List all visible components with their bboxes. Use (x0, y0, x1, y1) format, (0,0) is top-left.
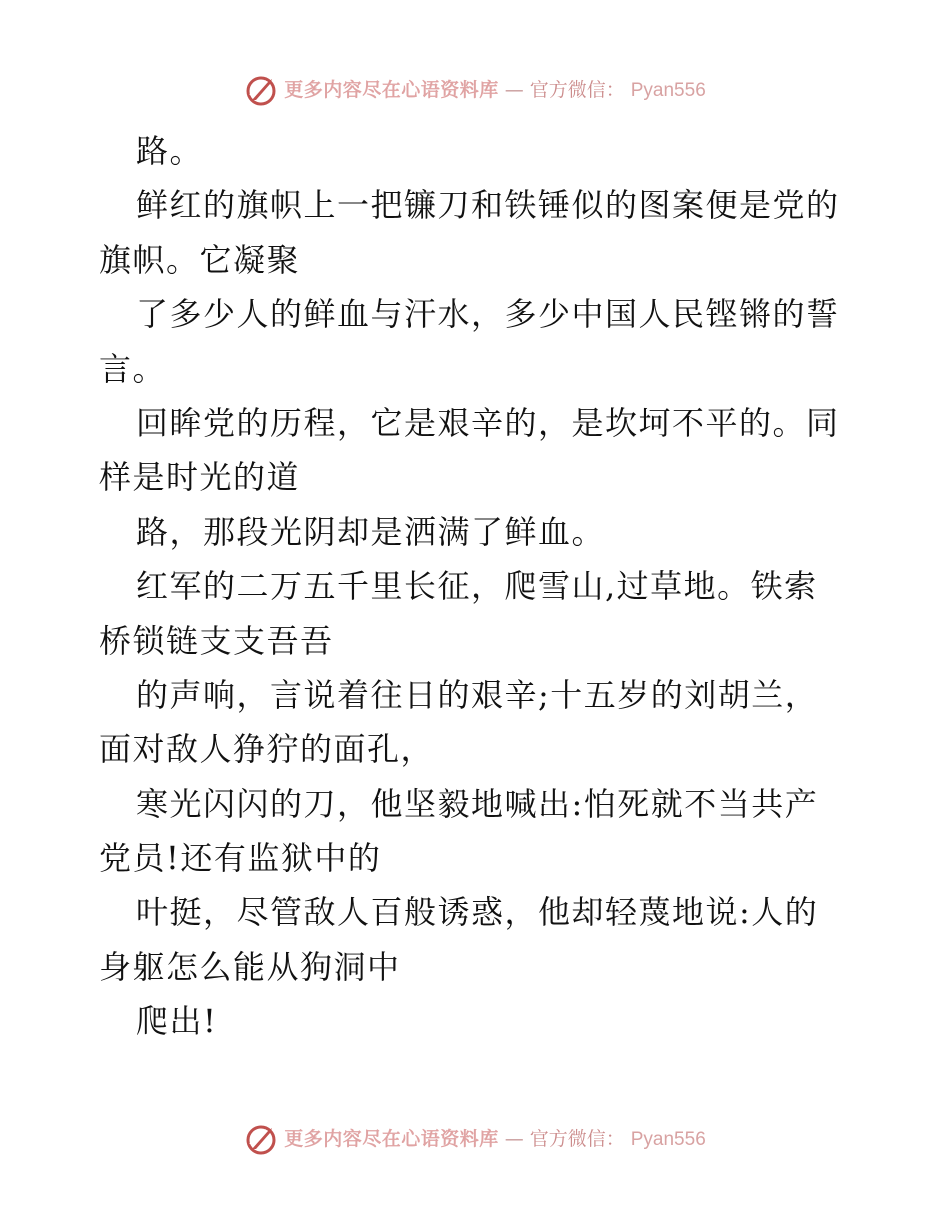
text-line: 路，那段光阴却是洒满了鲜血。 (136, 512, 606, 551)
text-line: 鲜红的旗帜上一把镰刀和铁锤似的图案便是党的 (136, 186, 840, 225)
text-line: 了多少人的鲜血与汗水，多少中国人民铿锵的誓 (136, 295, 840, 334)
text-line: 路。 (136, 132, 204, 170)
watermark-label: 官方微信： (529, 1127, 625, 1150)
header-watermark (0, 70, 950, 110)
text-line: 言。 (99, 349, 167, 388)
footer-watermark (0, 1119, 950, 1159)
text-line: 叶挺，尽管敌人百般诱惑，他却轻蔑地说:人的 (136, 893, 819, 932)
text-line: 党员!还有监狱中的 (99, 839, 382, 878)
watermark-main-text: 更多内容尽在心语资料库 (284, 1127, 499, 1150)
text-line: 身躯怎么能从狗洞中 (99, 947, 401, 986)
text-line: 样是时光的道 (99, 458, 301, 497)
quill-logo-icon (244, 73, 278, 107)
text-line: 的声响，言说着往日的艰辛;十五岁的刘胡兰， (136, 675, 819, 714)
text-line: 桥锁链支支吾吾 (99, 621, 334, 660)
text-line: 寒光闪闪的刀，他坚毅地喊出:怕死就不当共产 (136, 784, 819, 823)
watermark-dash: — (504, 1127, 524, 1150)
watermark-main-text: 更多内容尽在心语资料库 (284, 78, 499, 101)
document-body (99, 124, 859, 1049)
text-line: 爬出! (136, 1002, 218, 1041)
text-line: 面对敌人狰狞的面孔， (99, 730, 435, 769)
watermark-wechat-id: Pyan556 (630, 1128, 706, 1150)
watermark-dash: — (504, 78, 524, 101)
text-line: 旗帜。它凝聚 (99, 240, 301, 279)
watermark-wechat-id: Pyan556 (630, 79, 706, 101)
watermark-label: 官方微信： (529, 78, 625, 101)
text-line: 红军的二万五千里长征，爬雪山,过草地。铁索 (136, 567, 818, 606)
text-line: 回眸党的历程，它是艰辛的，是坎坷不平的。同 (136, 403, 840, 442)
quill-logo-icon (244, 1122, 278, 1156)
